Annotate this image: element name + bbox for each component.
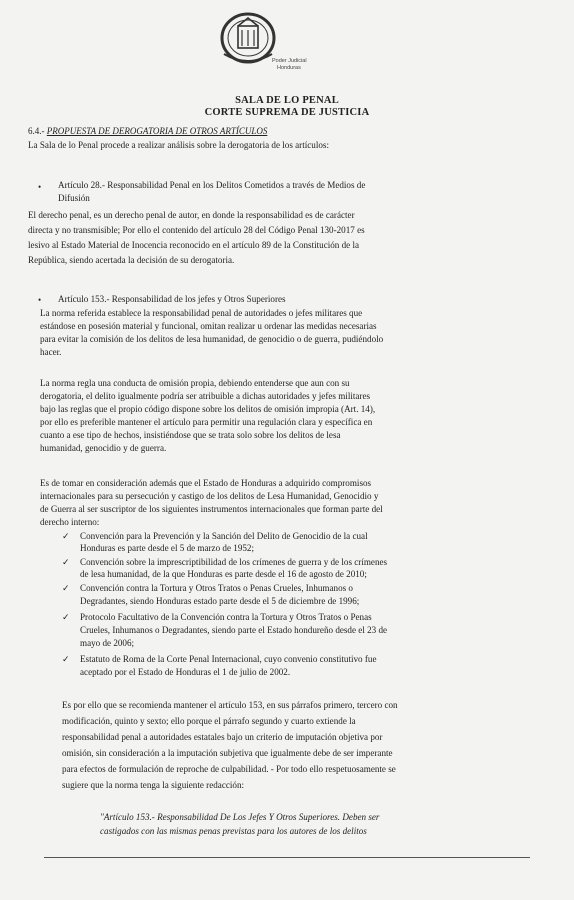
paragraph-line: omisión, sin consideración a la imputación subjetiva que igualmente debe de ser imperante: [62, 748, 393, 758]
section-title: PROPUESTA DE DEROGATORIA DE OTROS ARTÍCULOS: [46, 126, 268, 136]
footer-divider: [44, 857, 530, 858]
check-icon: ✓: [62, 557, 70, 567]
checklist-line: Convención sobre la imprescriptibilidad de los crímenes de guerra y de los crímenes: [80, 557, 388, 567]
paragraph-line: derogatoria, el delito igualmente podría ser atribuible a dichas autoridades y jefes militares: [40, 391, 371, 401]
checklist-line: Estatuto de Roma de la Corte Penal Internacional, cuyo convenio constitutivo fue: [80, 654, 377, 664]
section-number: 6.4.-: [28, 126, 45, 136]
logo-caption-line: Poder Judicial: [272, 58, 307, 64]
paragraph-line: hacer.: [40, 347, 62, 357]
bullet-icon: •: [38, 182, 42, 192]
checklist-line: Honduras es parte desde el 5 de marzo de 1952;: [80, 543, 254, 553]
paragraph-line: Es por ello que se recomienda mantener el artículo 153, en sus párrafos primero, tercero con: [62, 700, 398, 710]
paragraph-line: internacionales para su persecución y castigo de los delitos de Lesa Humanidad, Genocidio y: [40, 491, 379, 501]
paragraph-line: bajo las reglas que el propio código dispone sobre los delitos de omisión impropia (Art. 14),: [40, 404, 376, 414]
paragraph-line: por ello es preferible mantener el artículo para permitir una regulación clara y específica en: [40, 417, 373, 427]
checklist-line: Degradantes, siendo Honduras estado parte desde el 5 de diciembre de 1996;: [80, 596, 360, 606]
check-icon: ✓: [62, 531, 70, 541]
paragraph-line: República, siendo acertada la decisión de su derogatoria.: [28, 255, 235, 265]
article-153-title: Artículo 153.- Responsabilidad de los jefes y Otros Superiores: [58, 294, 286, 304]
checklist-line: Convención contra la Tortura y Otros Tratos o Penas Crueles, Inhumanos o: [80, 583, 353, 593]
document-title: SALA DE LO PENAL: [235, 95, 339, 106]
quote-line: "Artículo 153.- Responsabilidad De Los Jefes Y Otros Superiores. Deben ser: [100, 812, 380, 822]
paragraph-line: sugiere que la norma tenga la siguiente redacción:: [62, 780, 245, 790]
article-28-title-cont: Difusión: [58, 193, 90, 203]
logo-caption-line: Honduras: [277, 64, 301, 71]
checklist-line: de lesa humanidad, de la que Honduras es parte desde el 16 de agosto de 2010;: [80, 569, 367, 579]
paragraph-line: humanidad, genocidio y de guerra.: [40, 443, 167, 453]
check-icon: ✓: [62, 612, 70, 622]
checklist-line: Protocolo Facultativo de la Convención contra la Tortura y Otros Tratos o Penas: [80, 612, 372, 622]
paragraph-line: cuanto a ese tipo de hechos, insistiéndose que se trata solo sobre los delitos de lesa: [40, 430, 341, 440]
paragraph-line: Es de tomar en consideración además que el Estado de Honduras a adquirido compromisos: [40, 478, 372, 488]
paragraph-line: derecho interno:: [40, 517, 100, 527]
paragraph-line: El derecho penal, es un derecho penal de autor, en donde la responsabilidad es de carácter: [28, 210, 355, 220]
checklist-line: Convención para la Prevención y la Sanción del Delito de Genocidio de la cual: [80, 531, 368, 541]
section-heading: [28, 126, 267, 136]
paragraph-line: estándose en posesión material y funcional, omitan realizar u ordenar las medidas necesarias: [40, 321, 377, 331]
bullet-icon: •: [38, 295, 42, 305]
check-icon: ✓: [62, 654, 70, 664]
paragraph-line: directa y no transmisible; Por ello el contenido del artículo 28 del Código Penal 130-2017 es: [28, 225, 365, 235]
checklist-line: mayo de 2006;: [80, 638, 135, 648]
logo-caption: [272, 58, 307, 71]
checklist-line: aceptado por el Estado de Honduras el 1 de julio de 2002.: [80, 667, 291, 677]
paragraph-line: lesivo al Estado Material de Inocencia reconocido en el artículo 89 de la Constitución de la: [28, 240, 360, 250]
paragraph-line: modificación, quinto y sexto; ello porque el párrafo segundo y cuarto extiende la: [62, 716, 356, 726]
paragraph-line: La norma referida establece la responsabilidad penal de autoridades o jefes militares que: [40, 308, 363, 318]
check-icon: ✓: [62, 583, 70, 593]
paragraph-line: para efectos de formulación de reproche de culpabilidad. - Por todo ello respetuosamente se: [62, 764, 396, 774]
section-intro: La Sala de lo Penal procede a realizar análisis sobre la derogatoria de los artículos:: [28, 140, 329, 150]
paragraph-line: de Guerra al ser suscriptor de los siguientes instrumentos internacionales que forman parte del: [40, 504, 383, 514]
quote-line: castigados con las mismas penas previstas para los autores de los delitos: [100, 826, 367, 836]
checklist-line: Crueles, Inhumanos o Degradantes, siendo parte el Estado hondureño desde el 23 de: [80, 625, 388, 635]
paragraph-line: La norma regla una conducta de omisión propia, debiendo entenderse que aun con su: [40, 378, 350, 388]
paragraph-line: responsabilidad penal a autoridades estatales bajo un criterio de imputación objetiva por: [62, 732, 383, 742]
document-subtitle: CORTE SUPREMA DE JUSTICIA: [204, 107, 370, 118]
article-28-title: Artículo 28.- Responsabilidad Penal en los Delitos Cometidos a través de Medios de: [58, 180, 366, 190]
paragraph-line: para evitar la comisión de los delitos de lesa humanidad, de genocidio o de guerra, pudiéndolo: [40, 334, 384, 344]
